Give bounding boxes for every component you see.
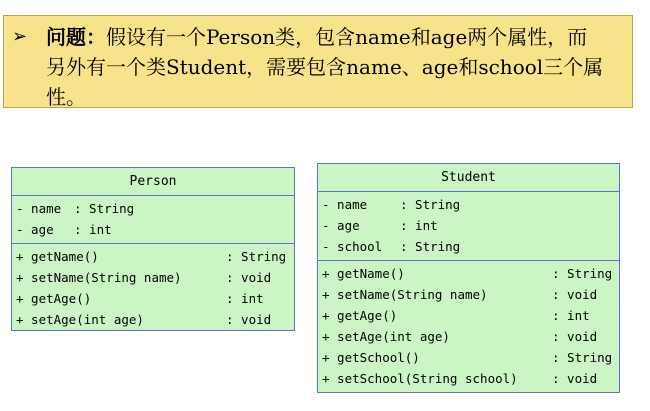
attribute-name: - age <box>16 222 54 237</box>
student-attributes <box>318 192 619 261</box>
method-type: : String <box>552 266 613 281</box>
attribute-type: : String <box>400 239 461 254</box>
person-attribute-row <box>16 219 294 240</box>
method-name: + getName() <box>322 266 405 281</box>
person-class-title: Person <box>12 168 294 196</box>
attribute-type: : String <box>74 201 135 216</box>
attribute-type: : int <box>74 222 112 237</box>
student-attribute-row <box>322 194 619 215</box>
arrow-bullet-icon: ➢ <box>12 26 28 47</box>
method-type: : void <box>552 329 598 344</box>
attribute-name: - age <box>322 218 360 233</box>
person-attribute-row <box>16 198 294 219</box>
person-method-row <box>16 246 294 267</box>
question-text: 假设有一个Person类，包含name和age两个属性，而另外有一个类Student，需要包含name、age和school三个属性。 <box>46 25 604 109</box>
question-text-block <box>46 22 606 112</box>
student-method-row <box>322 347 619 368</box>
method-type: : void <box>226 270 272 285</box>
student-method-row <box>322 305 619 326</box>
question-box <box>3 15 633 108</box>
person-method-row <box>16 288 294 309</box>
attribute-type: : int <box>400 218 438 233</box>
method-name: + setName(String name) <box>16 270 182 285</box>
person-attributes <box>12 196 294 244</box>
method-name: + getName() <box>16 249 99 264</box>
method-type: : int <box>552 308 590 323</box>
method-type: : String <box>226 249 287 264</box>
student-methods <box>318 261 619 389</box>
method-name: + setSchool(String school) <box>322 371 518 386</box>
method-type: : String <box>552 350 613 365</box>
student-method-row <box>322 263 619 284</box>
attribute-name: - name <box>16 201 62 216</box>
student-method-row <box>322 326 619 347</box>
method-name: + setName(String name) <box>322 287 488 302</box>
person-method-row <box>16 267 294 288</box>
student-method-row <box>322 284 619 305</box>
student-class-box <box>317 163 620 393</box>
method-name: + getSchool() <box>322 350 420 365</box>
method-name: + getAge() <box>322 308 398 323</box>
method-name: + getAge() <box>16 291 92 306</box>
person-method-row <box>16 309 294 330</box>
method-type: : void <box>226 312 272 327</box>
person-methods <box>12 244 294 330</box>
student-attribute-row <box>322 215 619 236</box>
student-attribute-row <box>322 236 619 257</box>
method-type: : int <box>226 291 264 306</box>
person-class-box <box>11 167 295 331</box>
method-name: + setAge(int age) <box>16 312 144 327</box>
student-method-row <box>322 368 619 389</box>
method-type: : void <box>552 287 598 302</box>
method-name: + setAge(int age) <box>322 329 450 344</box>
attribute-type: : String <box>400 197 461 212</box>
attribute-name: - name <box>322 197 368 212</box>
attribute-name: - school <box>322 239 383 254</box>
question-line <box>12 22 622 112</box>
question-label: 问题： <box>46 25 106 49</box>
student-class-title: Student <box>318 164 619 192</box>
method-type: : void <box>552 371 598 386</box>
